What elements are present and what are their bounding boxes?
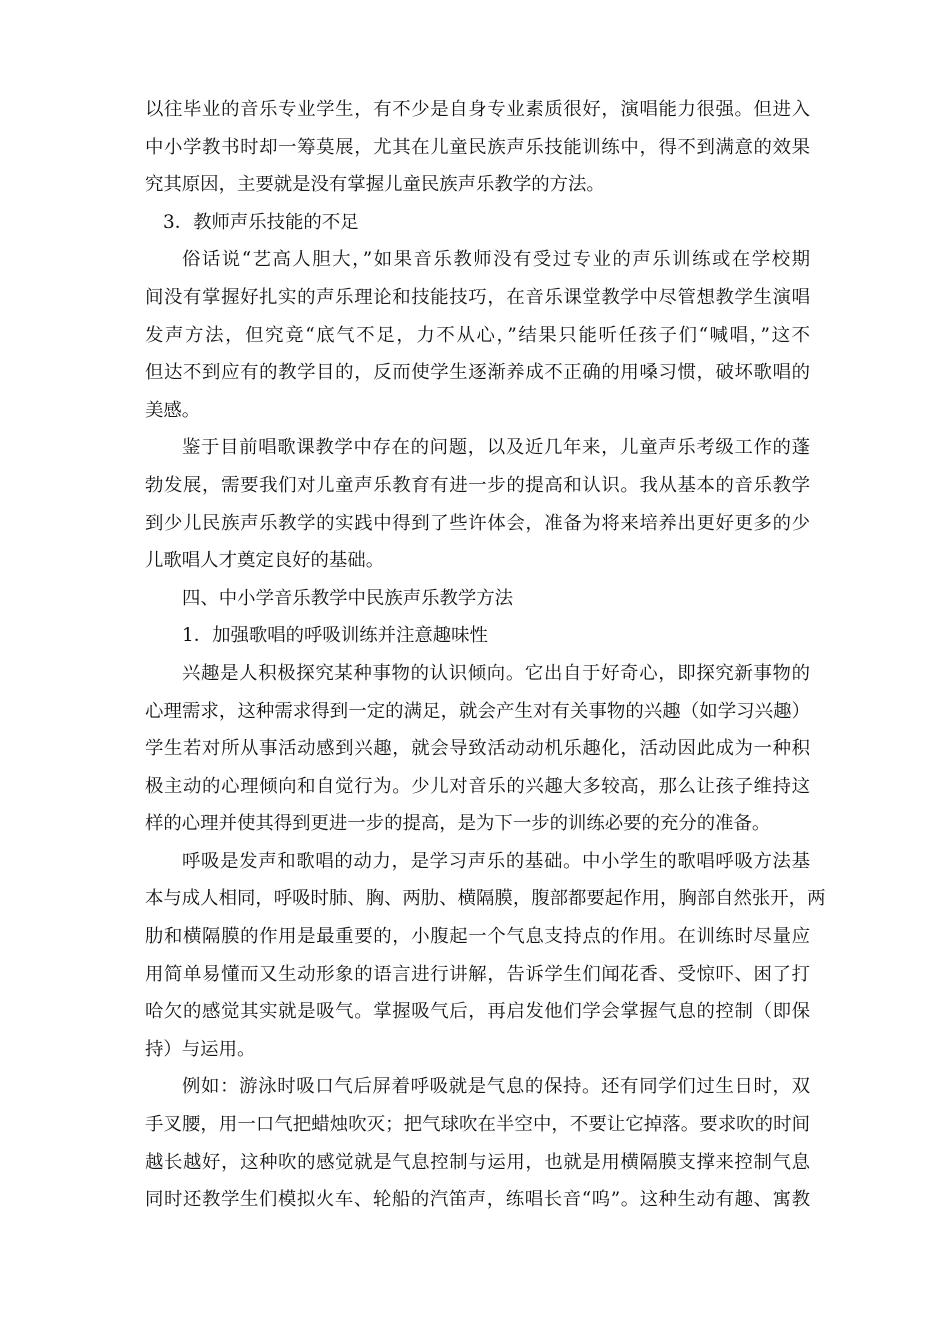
text-line: 手叉腰，用一口气把蜡烛吹灭；把气球吹在半空中，不要让它掉落。要求吹的时间 bbox=[145, 1114, 810, 1136]
text-line: 呼吸是发声和歌唱的动力，是学习声乐的基础。中小学生的歌唱呼吸方法基 bbox=[182, 850, 810, 872]
text-line: 同时还教学生们模拟火车、轮船的汽笛声，练唱长音“呜”。这种生动有趣、寓教 bbox=[145, 1189, 810, 1211]
text-line: 四、中小学音乐教学中民族声乐教学方法 bbox=[182, 587, 514, 609]
text-line: 哈欠的感觉其实就是吸气。掌握吸气后，再启发他们学会掌握气息的控制（即保 bbox=[145, 1001, 810, 1023]
text-line: 3．教师声乐技能的不足 bbox=[163, 211, 359, 233]
text-line: 鉴于目前唱歌课教学中存在的问题，以及近几年来，儿童声乐考级工作的蓬 bbox=[182, 437, 810, 459]
text-line: 美感。 bbox=[145, 399, 201, 421]
text-line: 肋和横隔膜的作用是最重要的，小腹起一个气息支持点的作用。在训练时尽量应 bbox=[145, 926, 810, 948]
text-line: 本与成人相同，呼吸时肺、胸、两肋、横隔膜，腹部都要起作用，胸部自然张开，两 bbox=[145, 888, 826, 910]
text-line: 中小学教书时却一筹莫展，尤其在儿童民族声乐技能训练中，得不到满意的效果 bbox=[145, 136, 810, 158]
text-line: 发声方法，但究竟“底气不足，力不从心，”结果只能听任孩子们“喊唱，”这不 bbox=[145, 324, 810, 346]
text-line: 儿歌唱人才奠定良好的基础。 bbox=[145, 550, 385, 572]
text-line: 但达不到应有的教学目的，反而使学生逐渐养成不正确的用嗓习惯，破坏歌唱的 bbox=[145, 362, 810, 384]
text-line: 样的心理并使其得到更进一步的提高，是为下一步的训练必要的充分的准备。 bbox=[145, 813, 771, 835]
document-page bbox=[145, 91, 826, 1219]
text-line: 到少儿民族声乐教学的实践中得到了些许体会，准备为将来培养出更好更多的少 bbox=[145, 512, 810, 534]
text-line: 越长越好，这种吹的感觉就是气息控制与运用，也就是用横隔膜支撑来控制气息 bbox=[145, 1151, 810, 1173]
text-line: 究其原因，主要就是没有掌握儿童民族声乐教学的方法。 bbox=[145, 174, 605, 196]
text-line: 持）与运用。 bbox=[145, 1038, 256, 1060]
text-line: 间没有掌握好扎实的声乐理论和技能技巧，在音乐课堂教学中尽管想教学生演唱 bbox=[145, 286, 810, 308]
text-line: 心理需求，这种需求得到一定的满足，就会产生对有关事物的兴趣（如学习兴趣） bbox=[145, 700, 810, 722]
text-line: 勃发展，需要我们对儿童声乐教育有进一步的提高和认识。我从基本的音乐教学 bbox=[145, 474, 810, 496]
text-line: 1．加强歌唱的呼吸训练并注意趣味性 bbox=[182, 625, 488, 647]
text-line: 俗话说“艺高人胆大，”如果音乐教师没有受过专业的声乐训练或在学校期 bbox=[182, 249, 810, 271]
text-line: 例如：游泳时吸口气后屏着呼吸就是气息的保持。还有同学们过生日时，双 bbox=[182, 1076, 810, 1098]
text-line: 兴趣是人积极探究某种事物的认识倾向。它出自于好奇心，即探究新事物的 bbox=[182, 662, 810, 684]
text-line: 用简单易懂而又生动形象的语言进行讲解，告诉学生们闻花香、受惊吓、困了打 bbox=[145, 963, 810, 985]
text-line: 学生若对所从事活动感到兴趣，就会导致活动动机乐趣化，活动因此成为一种积 bbox=[145, 738, 810, 760]
text-line: 极主动的心理倾向和自觉行为。少儿对音乐的兴趣大多较高，那么让孩子维持这 bbox=[145, 775, 810, 797]
text-line: 以往毕业的音乐专业学生，有不少是自身专业素质很好，演唱能力很强。但进入 bbox=[145, 99, 810, 120]
